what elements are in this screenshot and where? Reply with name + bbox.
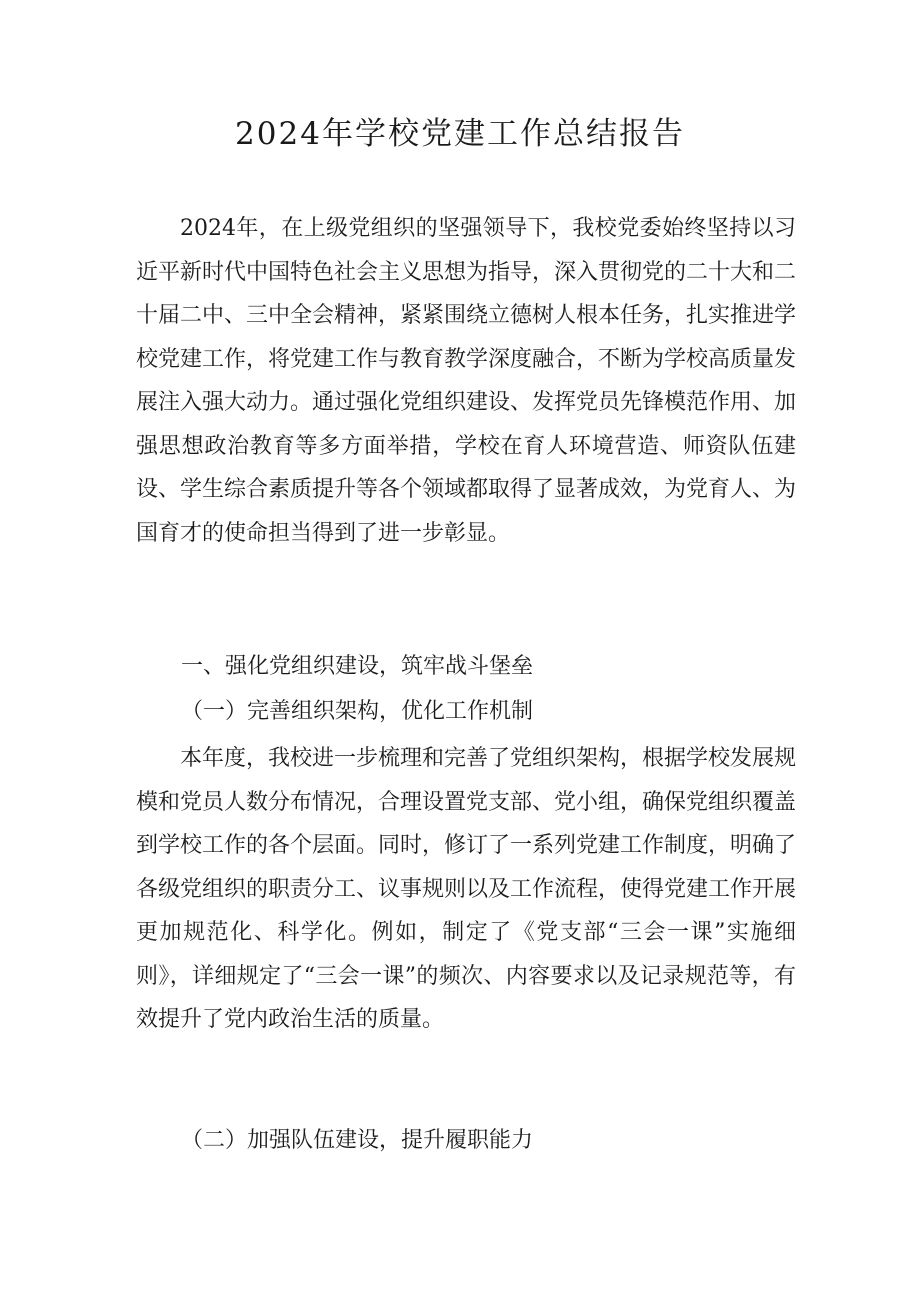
document-title: 2024年学校党建工作总结报告 <box>235 116 685 152</box>
subsection-1-paragraph: 本年度，我校进一步梳理和完善了党组织架构，根据学校发展规模和党员人数分布情况，合理设置党支部、党小组，确保党组织覆盖到学校工作的各个层面。同时，修订了一系列党建工作制度，明确了各级党组织的职责分工、议事规则以及工作流程，使得党建工作开展更加规范化、科学化。例如，制定了《党支部“三会一课”实施细则》，详细规定了“三会一课”的频次、内容要求以及记录规范等，有效提升了党内政治生活的质量。 <box>136 746 797 1032</box>
subsection-1-heading: （一）完善组织架构，优化工作机制 <box>181 699 534 724</box>
intro-paragraph: 2024年，在上级党组织的坚强领导下，我校党委始终坚持以习近平新时代中国特色社会主义思想为指导，深入贯彻党的二十大和二十届二中、三中全会精神，紧紧围绕立德树人根本任务，扎实推进学校党建工作，将党建工作与教育教学深度融合，不断为学校高质量发展注入强大动力。通过强化党组织建设、发挥党员先锋模范作用、加强思想政治教育等多方面举措，学校在育人环境营造、师资队伍建设、学生综合素质提升等各个领域都取得了显著成效，为党育人、为国育才的使命担当得到了进一步彰显。 <box>136 216 797 546</box>
subsection-2-heading: （二）加强队伍建设，提升履职能力 <box>181 1128 534 1153</box>
section-1-heading: 一、强化党组织建设，筑牢战斗堡垒 <box>181 654 534 679</box>
